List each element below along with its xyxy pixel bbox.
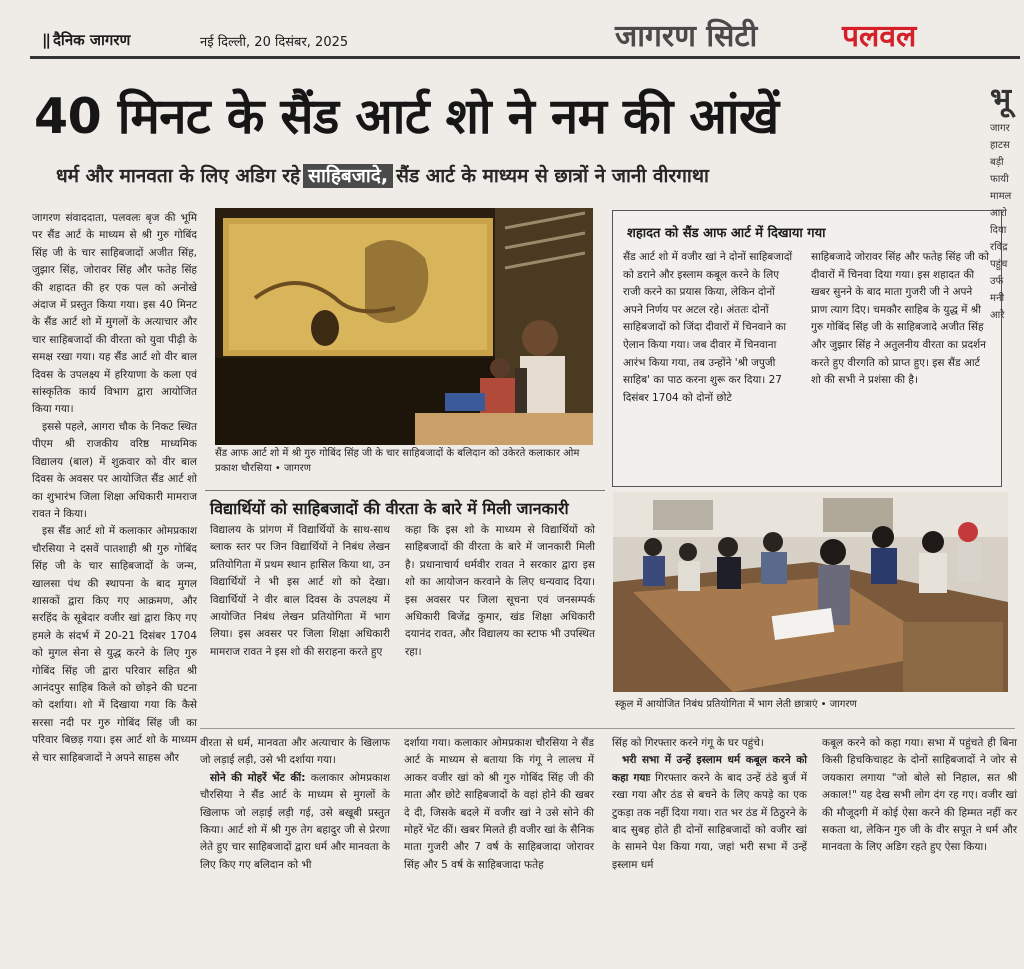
adjacent-article-edge: भू जागर हाटस बड़ी फायी मामल आरो दिया रविंद्र पहुंच उर्फ मनी आरे: [990, 80, 1024, 400]
photo-caption: स्कूल में आयोजित निबंध प्रतियोगिता में भाग लेती छात्राएं • जागरण: [615, 699, 857, 710]
paragraph: इस सैंड आर्ट शो में कलाकार ओमप्रकाश चौरसिया ने दसवें पातशाही श्री गुरु गोबिंद सिंह जी के चार साहिबजादों के जन्म, खालसा पंथ की स्थापना के बाद मुगल शासकों द्वारा किए गए आक्रमण, और सरहिंद के सूबेदार वजीर खां द्वारा किए गए हमले के संदर्भ में 20-21 दिसंबर 1704 को मुगल सेना से युद्ध करने के लिए गुरु गोबिंद सिंह जी द्वारा परिवार सहित श्री आनंदपुर साहिब किले को छोड़ने की घटना को दर्शाया। शो में दिखाया गया कि कैसे सरसा नदी पर गुरु गोबिंद सिंह जी का परिवार बिछड़ गया। इस आर्ट शो के माध्यम से चार साहिबजादों ने अपने साहस और: [32, 525, 197, 764]
essay-competition-photo: [613, 492, 1008, 692]
paragraph: सिंह को गिरफ्तार करने गंगू के घर पहुंचे।: [612, 737, 764, 749]
paragraph: भरी सभा में उन्हें इस्लाम धर्म कबूल करने को कहा गयाः गिरफ्तार करने के बाद उन्हें ठंडे बुर्ज में रखा गया और ठंड से बचने के लिए कपड़े का एक टुकड़ा तक नहीं दिया गया। रात भर ठंड में ठिठुरने के बाद सुबह होते ही दोनों साहिबजादों को वजीर खां के सामने पेश किया गया, जहां भरी सभा में उन्हें इस्लाम धर्म: [612, 754, 807, 871]
city-edition-label: जागरण सिटी: [615, 19, 758, 54]
masthead-rule: [30, 56, 1020, 59]
box-column: सैंड आर्ट शो में वजीर खां ने दोनों साहिबजादों को डराने और इस्लाम कबूल करने के लिए राजी करने का प्रयास किया, लेकिन दोनों अपने निर्णय पर अटल रहे। अंततः दोनों साहिबजादों को जिंदा दीवारों में चिनवाने का ऐलान किया गया। जब दीवार में चिनवाना आरंभ किया गया, तब उन्होंने 'श्री जपुजी साहिब' का पाठ करना शुरू कर दिया। 27 दिसंबर 1704 को दोनों छोटे: [623, 251, 793, 404]
article-column: कहा कि इस शो के माध्यम से विद्यार्थियों को साहिबजादों की वीरता के बारे में जानकारी मिली है। प्रधानाचार्य धर्मवीर रावत ने सरकार द्वारा इस शो का आयोजन करवाने के लिए धन्यवाद दिया। इस अवसर पर जिला सूचना एवं जनसम्पर्क अधिकारी बिजेंद्र कुमार, खंड शिक्षा अधिकारी दयानंद रावत, और विद्यालय का स्टाफ भी उपस्थित रहा।: [405, 524, 595, 658]
section-title: विद्यार्थियों को साहिबजादों की वीरता के बारे में मिली जानकारी: [210, 499, 569, 518]
article-column: [200, 735, 390, 874]
subheadline: धर्म और मानवता के लिए अडिग रहे साहिबजादे, सैंड आर्ट के माध्यम से छात्रों ने जानी वीरगाथा: [56, 165, 709, 187]
photo-caption: सैंड आफ आर्ट शो में श्री गुरु गोबिंद सिंह जी के चार साहिबजादों के बलिदान को उकेरते कलाकार ओम प्रकाश चौरसिया • जागरण: [215, 448, 580, 474]
article-column: [612, 735, 807, 874]
crosshead: भरी सभा में उन्हें इस्लाम धर्म कबूल करने को कहा गयाः: [612, 754, 807, 784]
section-rule: [205, 490, 605, 491]
article-column: कबूल करने को कहा गया। सभा में पहुंचते ही बिना किसी हिचकिचाहट के दोनों साहिबजादों ने जोर से जयकारा लगाया "जो बोले सो निहाल, सत श्री अकाल!" यह देख सभी लोग दंग रह गए। वजीर खां की मौजूदगी में कोई ऐसा करने की हिम्मत नहीं कर सकता था, लेकिन गुरु जी के वीर सपूत ने धर्म और मानवता के लिए अडिग रहते हुए ऐसा किया।: [822, 737, 1017, 854]
paragraph: सोने की मोहरें भेंट कीं: कलाकार ओमप्रकाश चौरसिया ने सैंड आर्ट के माध्यम से मुगलों के खिलाफ जो लड़ाई लड़ी गई, उसे बखूबी प्रस्तुत किया। आर्ट शो में श्री गुरु तेग बहादुर जी से प्रेरणा लेते हुए चार साहिबजादों द्वारा धर्म और मानवता के लिए किए गए बलिदान को भी: [200, 771, 390, 871]
adjacent-headline-fragment: भू: [990, 82, 1012, 117]
sidebar-box: [612, 210, 1002, 487]
subhead-highlight: साहिबजादे,: [303, 164, 393, 188]
article-column: दर्शाया गया। कलाकार ओमप्रकाश चौरसिया ने सैंड आर्ट के माध्यम से बताया कि गंगू ने लालच में आकर वजीर खां को श्री गुरु गोबिंद सिंह जी की माता और छोटे साहिबजादों के वहां होने की खबर दे दी, जिसके बदले में वजीर खां ने उसे सोने की मोहरें भेंट कीं। खबर मिलते ही वजीर खां के सैनिक माता गुजरी और 7 वर्ष के साहिबजादा जोरावर सिंह और 5 वर्ष के साहिबजादा फतेह: [404, 737, 594, 871]
paragraph: वीरता से धर्म, मानवता और अत्याचार के खिलाफ जो लड़ाई लड़ी, उसे भी दर्शाया गया।: [200, 737, 390, 767]
box-title: शहादत को सैंड आफ आर्ट में दिखाया गया: [627, 226, 826, 241]
masthead: [30, 14, 1020, 58]
headline: 40 मिनट के सैंड आर्ट शो ने नम की आंखें: [34, 88, 779, 145]
paragraph: इससे पहले, आगरा चौक के निकट स्थित पीएम श्री राजकीय वरिष्ठ माध्यमिक विद्यालय (बाल) में शुक्रवार को वीर बाल दिवस के अवसर पर आयोजित सैंड आर्ट शो का शुभारंभ जिला शिक्षा अधिकारी मामराज रावत ने किया।: [32, 420, 197, 520]
box-column: साहिबजादे जोरावर सिंह और फतेह सिंह जी को दीवारों में चिनवा दिया गया। इस शहादत की खबर सुनने के बाद माता गुजरी जी ने अपने प्राण त्याग दिए। चमकौर साहिब के युद्ध में श्री गुरु गोबिंद सिंह जी के साहिबजादे अजीत सिंह और जुझार सिंह ने अतुलनीय वीरता का प्रदर्शन करते हुए वीरगति को प्राप्त हुए। इस सैंड आर्ट शो की सभी ने प्रशंसा की है।: [811, 251, 989, 387]
crosshead: सोने की मोहरें भेंट कीं:: [210, 771, 306, 784]
dateline: नई दिल्ली, 20 दिसंबर, 2025: [200, 35, 349, 50]
paper-name: || दैनिक जागरण: [42, 31, 131, 49]
article-column-1: [32, 210, 197, 960]
paragraph: जागरण संवाददाता, पलवलः बृज की भूमि पर सैंड आर्ट के माध्यम से श्री गुरु गोबिंद सिंह जी के चार साहिबजादों अजीत सिंह, जुझार सिंह, जोरावर सिंह और फतेह सिंह की शहादत की हर एक पल को अनोखे अंदाज में प्रस्तुत किया गया। इस 40 मिनट के सैंड आर्ट शो में मुगलों के अत्याचार और चार साहिबजादों की वीरता को युवा पीढ़ी के समक्ष रखा गया। यह सैंड आर्ट शो वीर बाल दिवस के उपलक्ष्य में हरियाणा के कला एवं सांस्कृतिक कार्य विभाग द्वारा आयोजित किया गया।: [32, 212, 197, 416]
article-column: विद्यालय के प्रांगण में विद्यार्थियों के साथ-साथ ब्लाक स्तर पर जिन विद्यार्थियों ने निबंध लेखन प्रतियोगिता में प्रथम स्थान हासिल किया था, उन विद्यार्थियों ने भी इस आर्ट शो को देखा। विद्यार्थियों ने वीर बाल दिवस के उपलक्ष्य में आयोजित निबंध लेखन प्रतियोगिता में भाग लिया। इस अवसर पर जिला शिक्षा अधिकारी मामराज रावत ने इस शो की सराहना करते हुए: [210, 524, 390, 658]
section-rule: [200, 728, 1015, 729]
city-edition-place: पलवल: [842, 19, 917, 54]
sand-art-photo: [215, 208, 593, 445]
